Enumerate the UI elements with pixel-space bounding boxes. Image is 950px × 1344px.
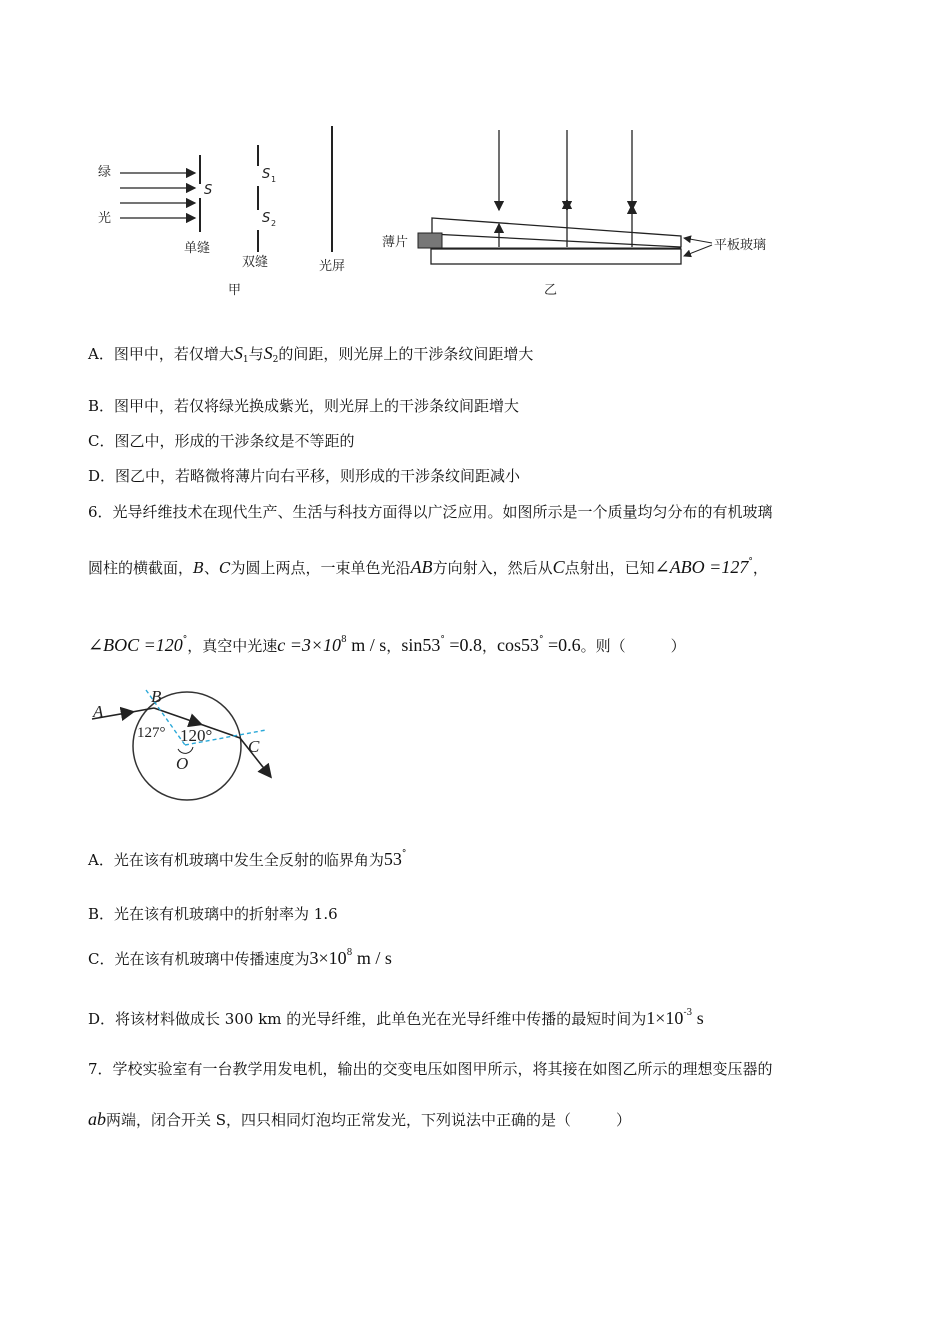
svg-text:120°: 120°: [180, 726, 213, 745]
optical-fiber-diagram: [80, 675, 300, 820]
q6-option-d: D．将该材料做成长 300 km 的光导纤维，此单色光在光导纤维中传播的最短时间为$1\times 10^{-3}$ s: [88, 1008, 704, 1028]
q5-option-a: A．图甲中，若仅增大$S_1$与$S_2$的间距，则光屏上的干涉条纹间距增大: [88, 343, 534, 365]
interference-figure: [0, 0, 950, 310]
sheet-label: 薄片: [382, 235, 409, 250]
glass-label: 平板玻璃: [714, 238, 767, 253]
q5-option-b: B．图甲中，若仅将绿光换成紫光，则光屏上的干涉条纹间距增大: [88, 397, 520, 415]
q7-stem-line2: ab两端，闭合开关 S，四只相同灯泡均正常发光，下列说法中正确的是（ ）: [88, 1109, 632, 1129]
q7-stem-line1: 7．学校实验室有一台教学用发电机，输出的交变电压如图甲所示，将其接在如图乙所示的理想变压器的: [88, 1060, 773, 1078]
q5-option-d: D．图乙中，若略微将薄片向右平移，则形成的干涉条纹间距减小: [88, 467, 521, 485]
svg-text:A: A: [93, 702, 104, 721]
thin-sheet: [418, 233, 442, 248]
thin-film-diagram: [382, 130, 766, 298]
lower-glass-plate: [431, 249, 681, 264]
upper-glass-plate: [432, 218, 681, 247]
svg-text:S: S: [262, 211, 271, 226]
svg-text:1: 1: [271, 175, 277, 184]
screen-label: 光屏: [319, 259, 346, 274]
green-label: 绿: [98, 165, 112, 180]
q6-option-b: B．光在该有机玻璃中的折射率为 1.6: [88, 905, 338, 923]
svg-text:2: 2: [271, 219, 277, 228]
caption-yi: 乙: [544, 283, 558, 298]
light-label: 光: [98, 211, 112, 226]
svg-text:B: B: [151, 687, 162, 706]
q6-stem-line3: ∠BOC =120°，真空中光速$c =3\times 10^8$ m / s，sin53° =0.8，cos53° =0.6。则（ ）: [88, 635, 686, 655]
svg-text:C: C: [248, 737, 260, 756]
q6-option-a: A．光在该有机玻璃中发生全反射的临界角为53°: [88, 849, 407, 869]
q6-stem-line2: 圆柱的横截面，B、C为圆上两点，一束单色光沿AB方向射入，然后从C点射出，已知∠ABO =127°，: [88, 557, 768, 577]
svg-text:127°: 127°: [137, 725, 166, 741]
q6-option-c: C．光在该有机玻璃中传播速度为$3\times 10^8$ m / s: [88, 948, 392, 968]
svg-text:S: S: [262, 167, 271, 182]
single-slit-label: 单缝: [184, 241, 211, 256]
double-slit-label: 双缝: [242, 255, 269, 270]
q6-stem-line1: 6．光导纤维技术在现代生产、生活与科技方面得以广泛应用。如图所示是一个质量均匀分布的有机玻璃: [88, 503, 773, 521]
svg-text:S: S: [204, 183, 213, 198]
q5-option-c: C．图乙中，形成的干涉条纹是不等距的: [88, 432, 355, 450]
caption-jia: 甲: [228, 283, 242, 298]
svg-text:O: O: [176, 754, 189, 773]
double-slit-diagram: [98, 126, 345, 298]
